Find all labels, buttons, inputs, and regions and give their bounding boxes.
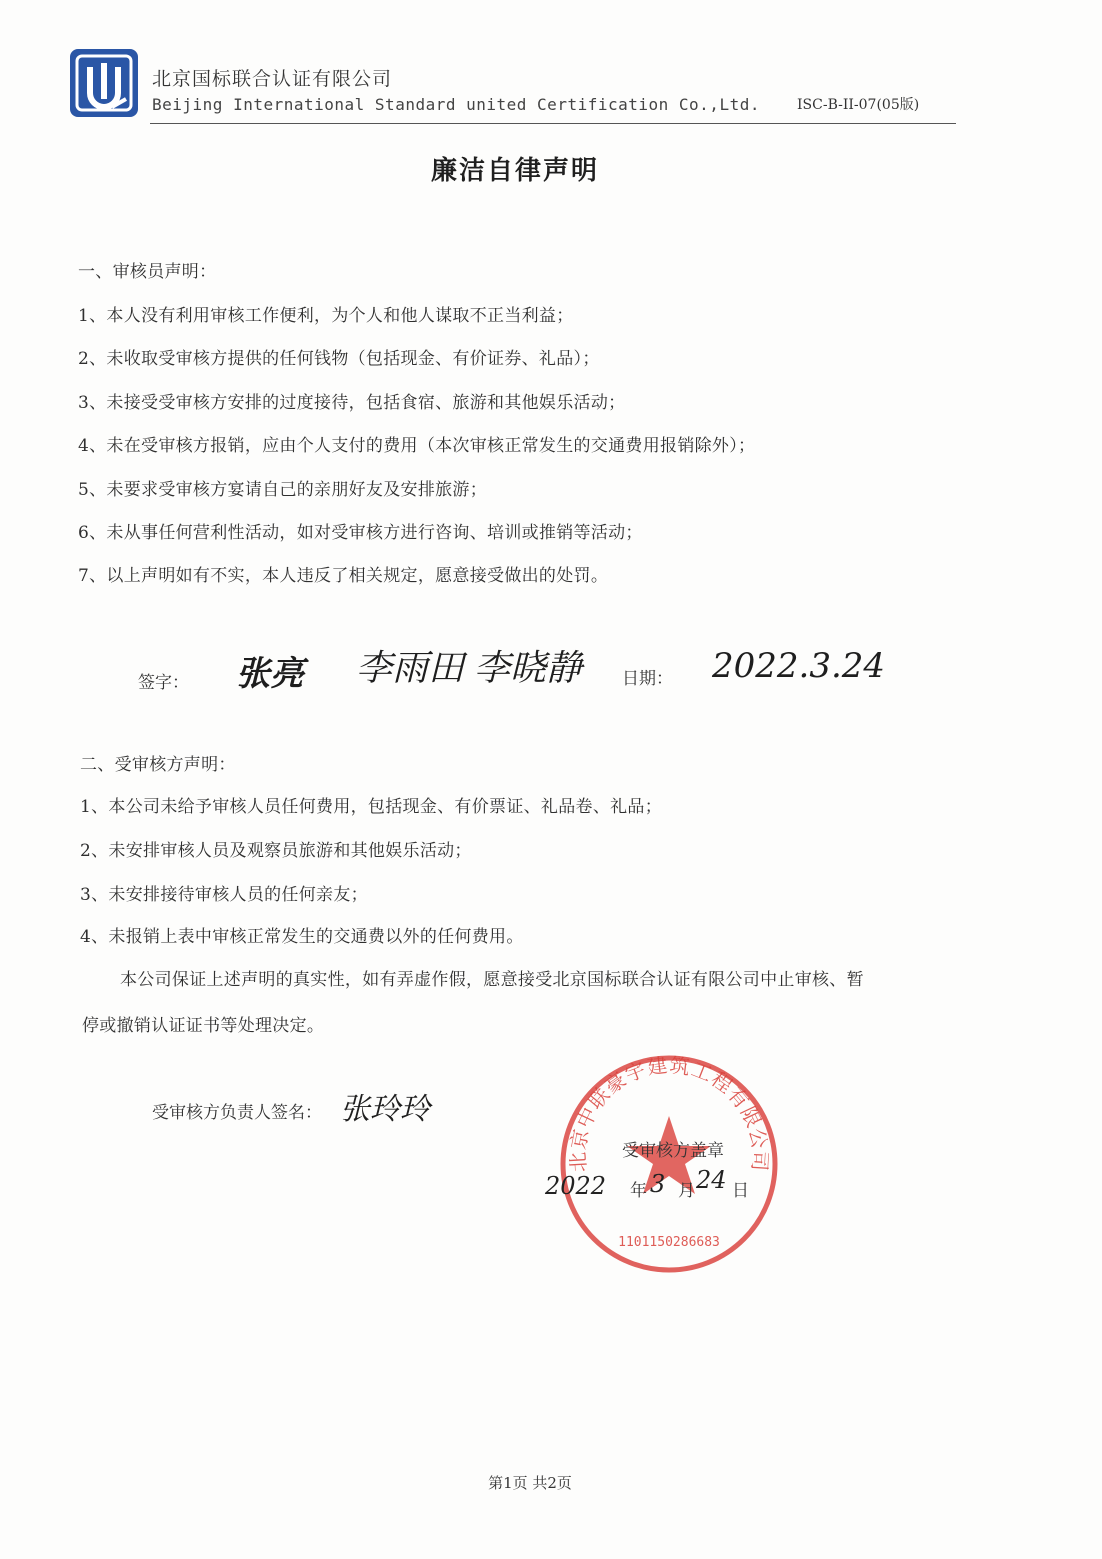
date-label: 日期： (622, 669, 673, 689)
section1-item: 5、未要求受审核方宴请自己的亲朋好友及安排旅游； (78, 480, 488, 500)
stamp-date-day: 24 (696, 1166, 727, 1194)
company-name-en: Beijing International Standard united Certification Co.,Ltd. (152, 95, 760, 114)
day-label: 日 (732, 1181, 749, 1201)
company-seal-stamp (555, 1050, 783, 1278)
signature-label: 签字： (138, 673, 189, 693)
guarantee-text: 停或撤销认证证书等处理决定。 (82, 1016, 325, 1036)
company-logo-icon (68, 47, 140, 119)
header-divider (150, 123, 956, 124)
auditor-signature: 李雨田 (356, 648, 465, 689)
page-title: 廉洁自律声明 (430, 156, 599, 186)
month-label: 月 (678, 1181, 695, 1201)
section1-item: 6、未从事任何营利性活动，如对受审核方进行咨询、培训或推销等活动； (78, 523, 643, 543)
signature-date: 2022.3.24 (712, 646, 886, 686)
section2-item: 4、未报销上表中审核正常发生的交通费以外的任何费用。 (80, 927, 524, 947)
stamp-date-month: 3 (650, 1170, 666, 1198)
section1-item: 3、未接受受审核方安排的过度接待，包括食宿、旅游和其他娱乐活动； (78, 393, 626, 413)
auditor-signature: 张亮 (236, 654, 304, 694)
page-number: 第1页 共2页 (488, 1474, 572, 1492)
section1-item: 4、未在受审核方报销，应由个人支付的费用（本次审核正常发生的交通费用报销除外）； (78, 436, 756, 456)
auditor-signature: 李晓静 (474, 648, 583, 689)
auditee-rep-label: 受审核方负责人签名： (152, 1103, 322, 1123)
section2-heading: 二、受审核方声明： (80, 755, 236, 775)
section2-item: 2、未安排审核人员及观察员旅游和其他娱乐活动； (80, 841, 472, 861)
section1-item: 7、以上声明如有不实，本人违反了相关规定，愿意接受做出的处罚。 (78, 566, 609, 586)
section1-heading: 一、审核员声明： (78, 262, 217, 282)
document-code: ISC-B-II-07(05版) (797, 97, 920, 113)
section1-item: 2、未收取受审核方提供的任何钱物（包括现金、有价证券、礼品）； (78, 349, 600, 369)
section2-item: 1、本公司未给予审核人员任何费用，包括现金、有价票证、礼品卷、礼品； (80, 797, 663, 817)
stamp-date-year: 2022 (545, 1172, 607, 1200)
seal-company-text: 北京中联豪宇建筑工程有限公司 (565, 1052, 773, 1173)
auditee-rep-signature: 张玲玲 (340, 1092, 430, 1127)
section2-item: 3、未安排接待审核人员的任何亲友； (80, 885, 368, 905)
company-name-cn: 北京国标联合认证有限公司 (152, 68, 393, 90)
year-label: 年 (630, 1181, 647, 1201)
section1-item: 1、本人没有利用审核工作便利，为个人和他人谋取不正当利益； (78, 306, 574, 326)
seal-number: 1101150286683 (618, 1235, 720, 1250)
guarantee-text: 本公司保证上述声明的真实性，如有弄虚作假，愿意接受北京国标联合认证有限公司中止审核、暂 (120, 970, 864, 990)
stamp-label: 受审核方盖章 (622, 1141, 724, 1161)
